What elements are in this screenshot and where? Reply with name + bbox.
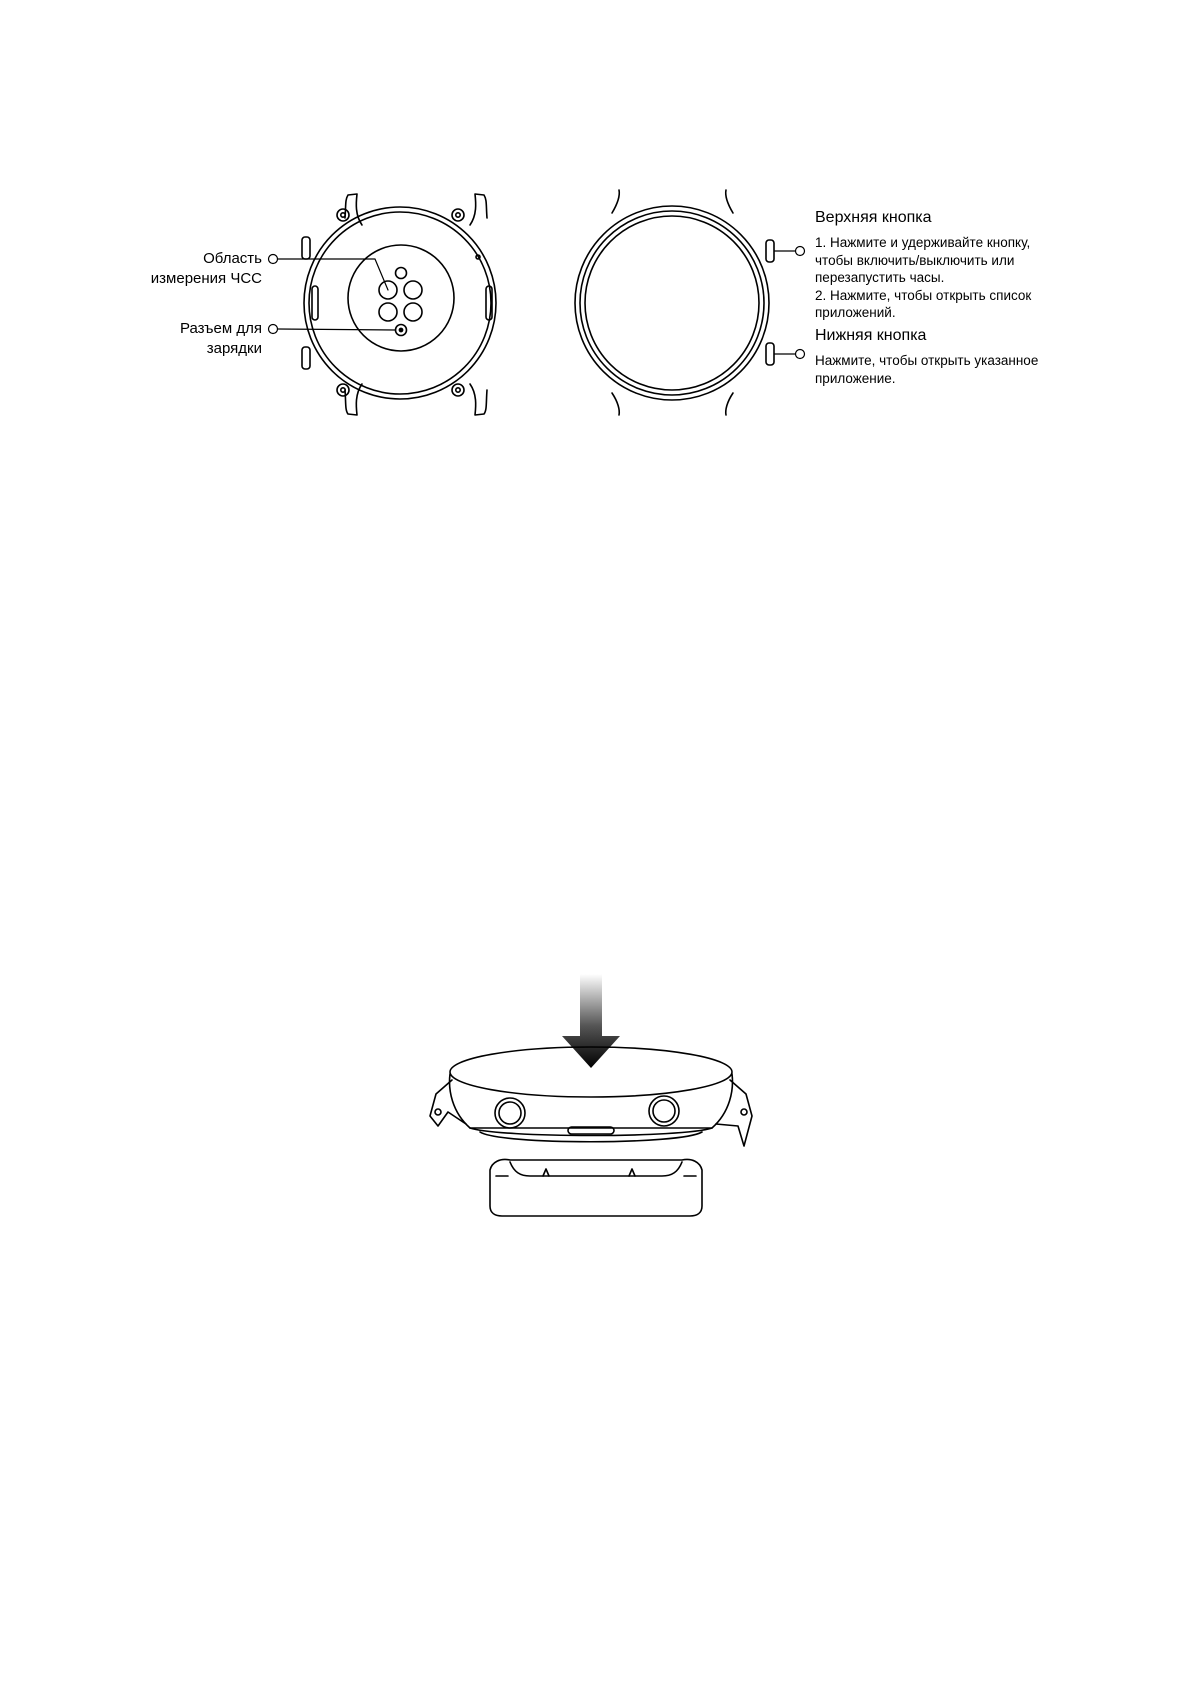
upper-button-title: Верхняя кнопка — [815, 209, 932, 226]
lower-button-title: Нижняя кнопка — [815, 327, 927, 344]
charging-port-label: Разъем для зарядки — [179, 320, 262, 357]
lower-button-description: Нажмите, чтобы открыть указанное приложение. — [815, 353, 1039, 386]
charging-drawing — [0, 900, 1190, 1250]
charging-illustration — [0, 900, 1190, 1250]
down-arrow-icon — [562, 974, 620, 1068]
upper-button-description: 1. Нажмите и удерживайте кнопку, чтобы включить/выключить или перезапустить часы. 2. Нажмите, чтобы открыть список приложений. — [815, 235, 1032, 320]
hr-area-label: Область измерения ЧСС — [150, 250, 262, 287]
watch-front-view — [0, 0, 1190, 450]
